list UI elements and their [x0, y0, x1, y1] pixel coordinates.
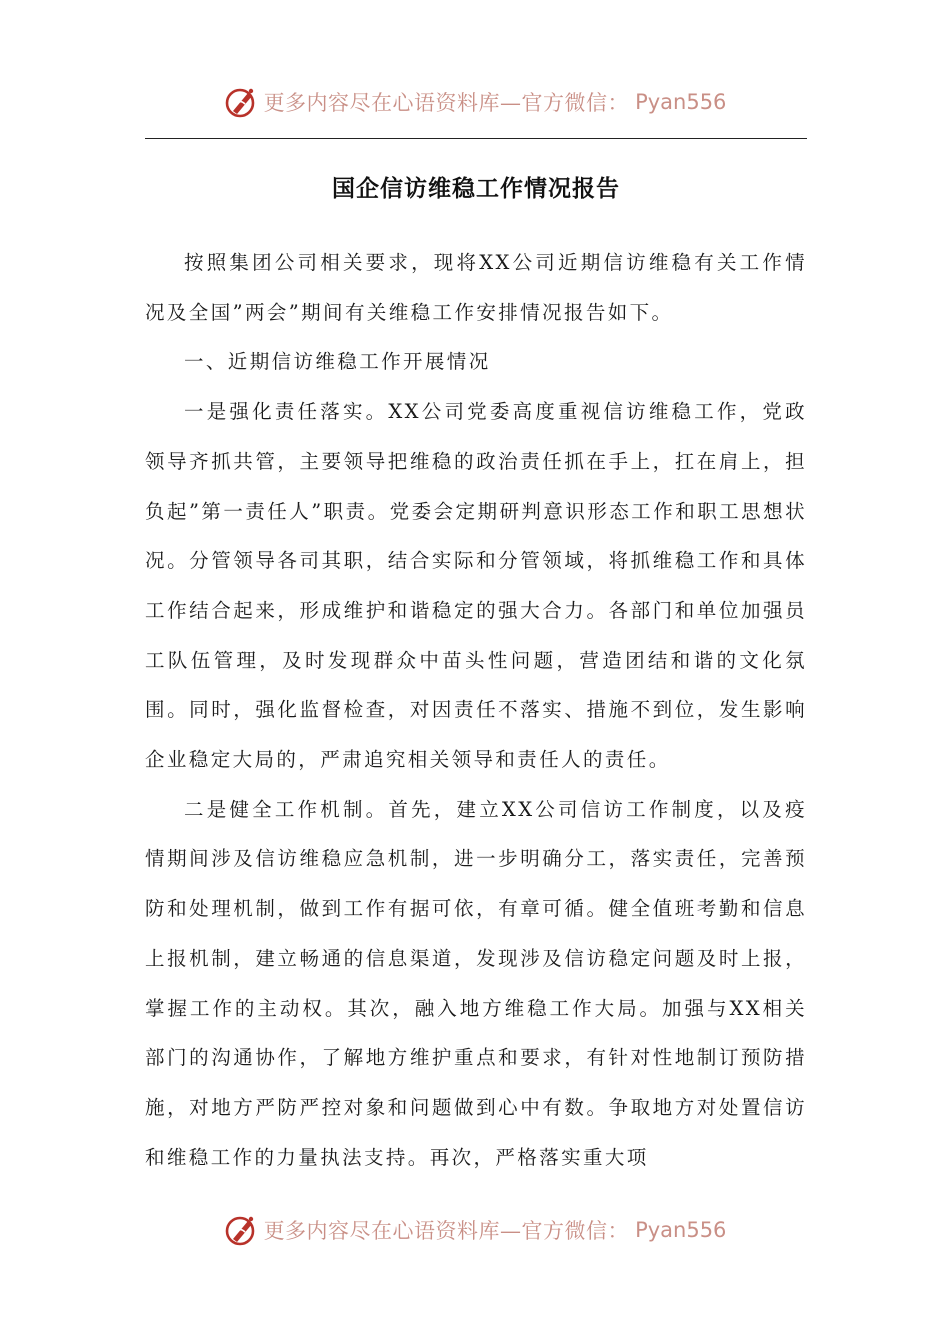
paragraph-responsibility: 一是强化责任落实。XX公司党委高度重视信访维稳工作，党政领导齐抓共管，主要领导把维稳的政治责任抓在手上，扛在肩上，担负起”第一责任人”职责。党委会定期研判意识形态工作和职工思想状况。分管领导各司其职，结合实际和分管领域，将抓维稳工作和具体工作结合起来，形成维护和谐稳定的强大合力。各部门和单位加强员工队伍管理，及时发现群众中苗头性问题，营造团结和谐的文化氛围。同时，强化监督检查，对因责任不落实、措施不到位，发生影响企业稳定大局的，严肃追究相关领导和责任人的责任。 [145, 400, 807, 772]
document-title: 国企信访维稳工作情况报告 [332, 176, 620, 202]
footer-banner-text: 更多内容尽在心语资料库—官方微信： [263, 1219, 630, 1243]
footer-banner [0, 1210, 950, 1250]
footer-wechat-id: Pyan556 [635, 1218, 727, 1242]
header-divider [145, 138, 807, 139]
header-wechat-id: Pyan556 [635, 90, 727, 114]
pen-circle-logo-icon [224, 1213, 258, 1247]
paragraph-mechanism: 二是健全工作机制。首先，建立XX公司信访工作制度，以及疫情期间涉及信访维稳应急机制，进一步明确分工，落实责任，完善预防和处理机制，做到工作有据可依，有章可循。健全值班考勤和信息上报机制，建立畅通的信息渠道，发现涉及信访稳定问题及时上报，掌握工作的主动权。其次，融入地方维稳工作大局。加强与XX相关部门的沟通协作，了解地方维护重点和要求，有针对性地制订预防措施，对地方严防严控对象和问题做到心中有数。争取地方对处置信访和维稳工作的力量执法支持。再次，严格落实重大项 [145, 797, 807, 1169]
paragraph-intro: 按照集团公司相关要求，现将XX公司近期信访维稳有关工作情况及全国”两会”期间有关维稳工作安排情况报告如下。 [145, 251, 807, 324]
section-heading: 一、近期信访维稳工作开展情况 [184, 350, 491, 374]
pen-circle-logo-icon [224, 85, 258, 119]
header-banner [0, 82, 950, 122]
header-banner-text: 更多内容尽在心语资料库—官方微信： [263, 91, 630, 115]
document-body [145, 238, 807, 1182]
